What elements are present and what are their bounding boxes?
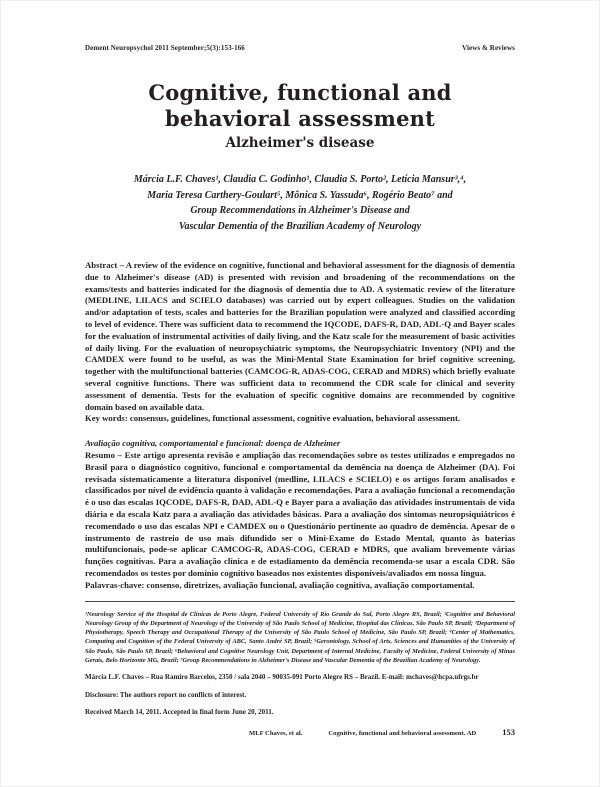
keywords-line xyxy=(85,413,515,425)
abstract-label: Abstract – xyxy=(85,260,126,270)
disclosure-line: Disclosure: The authors report no conflicts of interest. xyxy=(85,690,247,699)
authors-line-1: Márcia L.F. Chaves¹, Claudia C. Godinho¹, Claudia S. Porto², Letícia Mansur³,⁴, xyxy=(133,174,467,185)
article-title: Cognitive, functional and behavioral assessment xyxy=(148,80,452,131)
footnote-divider xyxy=(85,601,515,602)
footer-page-number: 153 xyxy=(502,727,515,737)
palavras-text: consenso, diretrizes, avaliação funcional, avaliação cognitiva, avaliação comportamental. xyxy=(146,579,475,590)
footer-title-short: Cognitive, functional and behavioral assessment. AD xyxy=(328,730,477,737)
resumo-text: Este artigo apresenta revisão e ampliação das recomendações sobre os testes utilizados e empregados no Brasil para o diagnóstico cognitivo, funcional e comportamental da demência na doença de Alzheimer (DA). Foi revisada sistematicamente a literatura disponível (medline, LILACS e SCIELO) e os artigos foram analisados e classificados por nível de evidência quanto à validação e recomendações. Para a avaliação funcional a recomendação é o uso das escalas IQCODE, DAFS-R, DAD, ADL-Q e Bayer para a avaliação das atividades instrumentais de vida diária e da escala Katz para a avaliação das atividades básicas. Para a avaliação dos sintomas neuropsiquiátricos é recomendado o uso das escalas NPI e CAMDEX ou o Questionário pertinente ao quadro de demência. Apesar de o instrumento de rastreio de uso mais difundido ser o Mini-Exame do Estado Mental, quanto às baterias multifuncionais, pode-se aplicar CAMCOG-R, ADAS-COG, CERAD e MDRS, que avaliam brevemente várias funções cognitivas. Para a avaliação clínica e de estadiamento da demência recomenda-se usar a escala CDR. São recomendados os testes por domínio cognitivo baseados nos existentes disponíveis/avaliados em nossa língua. xyxy=(85,449,516,578)
keywords-label: Key words: xyxy=(85,413,130,424)
received-line: Received March 14, 2011. Accepted in final form June 20, 2011. xyxy=(85,708,274,717)
article-subtitle: Alzheimer's disease xyxy=(225,135,375,151)
abstract-paragraph xyxy=(85,260,515,413)
correspondence-line xyxy=(85,673,515,683)
resumo-label: Resumo – xyxy=(85,449,125,460)
authors-line-2: Maria Teresa Carthery-Goulart⁵, Mônica S. Yassuda⁶, Rogério Beato⁷ and xyxy=(147,189,453,201)
abstract-section xyxy=(85,260,515,592)
affiliations-footnote: ¹Neurology Service of the Hospital de Clínicas de Porto Alegre, Federal University of Rio Grande do Sul, Porto Alegre RS, Brazil; ²Cognitive and Behavioral Neurology Group of the Department of Neurology of the University of São Paulo School of Medicine, Hospital das Clínicas, São Paulo SP, Brazil; ³Department of Physiotherapy, Speech Therapy and Occupational Therapy of the University of São Paulo School of Medicine, São Paulo SP, Brazil; ⁴Center of Mathematics, Computing and Cognition of the Federal University of ABC, Santo André SP, Brazil; ⁵Gerontology, School of Arts, Sciences and Humanities of the University of São Paulo, São Paulo SP, Brazil; ⁶Behavioral and Cognitive Neurology Unit, Department of Internal Medicine, Faculty of Medicine, Federal University of Minas Gerais, Belo Horizonte MG, Brazil; ⁷Group Recommendations in Alzheimer's Disease and Vascular Dementia of the Brazilian Academy of Neurology. xyxy=(85,610,515,664)
portuguese-title: Avaliação cognitiva, comportamental e funcional: doença de Alzheimer xyxy=(85,438,341,449)
footer-authors-short: MLF Chaves, et al. xyxy=(249,730,303,737)
correspondence-address: – Rua Ramiro Barcelos, 2350 / sala 2040 – 90035-091 Porto Alegre RS – Brazil. E-mail: mchaves@hcpa.ufrgs.br xyxy=(143,673,479,682)
keywords-text: consensus, guidelines, functional assessment, cognitive evaluation, behavioral assessment. xyxy=(129,413,461,424)
authors-line-4: Vascular Dementia of the Brazilian Academy of Neurology xyxy=(178,220,422,232)
authors-line-3: Group Recommendations in Alzheimer's Disease and xyxy=(190,205,410,216)
page-footer xyxy=(85,727,515,737)
page-header xyxy=(85,44,515,52)
authors-block xyxy=(85,172,515,234)
palavras-line xyxy=(85,580,515,592)
resumo-paragraph xyxy=(85,450,515,580)
journal-citation: Dement Neuropsychol 2011 September;5(3):153-166 xyxy=(85,44,245,52)
palavras-label: Palavras-chave: xyxy=(85,579,147,590)
section-label: Views & Reviews xyxy=(462,44,515,52)
abstract-text: A review of the evidence on cognitive, functional and behavioral assessment for the diagnosis of dementia due to Alzheimer's disease (AD) is presented with revision and broadening of the recommendations on the exams/tests and batteries indicated for the diagnosis of dementia due to AD. A systematic review of the literature (MEDLINE, LILACS and SCIELO databases) was carried out by expert colleagues. Studies on the validation and/or adaptation of tests, scales and batteries for the Brazilian population were analyzed and classified according to level of evidence. There was sufficient data to recommend the IQCODE, DAFS-R, DAD, ADL-Q and Bayer scales for the evaluation of instrumental activities of daily living, and the Katz scale for the measurement of basic activities of daily living. For the evaluation of neuropsychiatric symptoms, the Neuropsychiatric Inventory (NPI) and the CAMDEX were found to be useful, as was the Mini-Mental State Examination for brief cognitive screening, together with the multifunctional batteries (CAMCOG-R, ADAS-COG, CERAD and MDRS) which briefly evaluate several cognitive functions. There was sufficient data to recommend the CDR scale for clinical and severity assessment of dementia. Tests for the evaluation of specific cognitive domains are recommended by cognitive domain based on available data. xyxy=(85,260,515,412)
correspondence-name: Márcia L.F. Chaves xyxy=(85,673,144,682)
